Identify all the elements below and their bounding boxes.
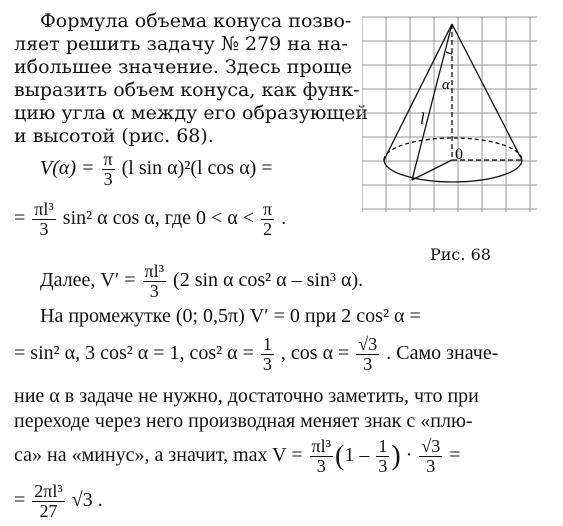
fraction-numerator: √3 [358,334,378,354]
fraction-denominator: 3 [39,219,49,239]
text: = sin² α, 3 cos² α = 1, cos² α = [14,342,254,365]
label-l: l [420,109,425,128]
paragraph-line-3: ибольшее значение. Здесь проще [14,56,352,78]
fraction-numerator: 2πl³ [34,481,63,501]
fraction-denominator: 3 [262,354,272,374]
formula-volume-simplified [14,200,286,239]
fraction-numerator: π [263,199,273,219]
fraction-pi-l3-3 [32,200,56,239]
formula-text: (2 sin α cos² α – sin³ α). [173,269,364,292]
paragraph-line-1: Формула объема конуса позво- [40,10,352,32]
fraction-sqrt3-3 [419,437,442,476]
paragraph2-line-5 [14,437,461,476]
paragraph-line-6: и высотой (рис. 68). [14,125,214,147]
fraction-2pi-l3-27 [32,482,65,521]
text: са» на «минус», а значит, max V = [14,444,303,467]
cone-outline [384,24,522,182]
formula-volume [40,150,273,189]
formula-derivative [40,262,363,301]
fraction-sqrt3-3 [356,335,379,374]
fraction-denominator: 27 [39,501,58,521]
fraction-denominator: 2 [263,219,273,239]
paragraph2-line-4: переходе через него производная меняет знак с «плю- [14,410,473,432]
label-o: 0 [455,146,463,163]
fraction-numerator: 1 [378,436,388,456]
paragraph-line-2: ляет решить задачу № 279 на на- [14,33,348,55]
left-paren: ( [335,440,345,472]
fraction-numerator: π [103,149,113,169]
paragraph2-line-1: На промежутке (0; 0,5π) V′ = 0 при 2 cos² α = [40,305,421,327]
fraction-pi-l3-3 [143,262,167,301]
text: , cos α = [280,342,350,365]
fraction-denominator: 3 [103,169,113,189]
fraction-numerator: πl³ [144,261,165,281]
fraction-denominator: 3 [316,456,326,476]
equals-sign: = [449,444,461,467]
fraction-1-3 [376,437,389,476]
fraction-denominator: 3 [426,456,436,476]
fraction-denominator: 3 [149,281,159,301]
fraction-denominator: 3 [378,456,388,476]
paragraph-line-5: цию угла α между его образующей [14,102,369,124]
grid [362,17,537,212]
period: . [281,207,287,230]
paragraph2-line-6 [14,482,103,521]
text: . Само значе- [386,342,499,365]
equals-sign: = [14,207,26,230]
paragraph2-line-3: ние α в задаче не нужно, достаточно заметить, что при [14,385,479,407]
fraction-numerator: πl³ [311,436,332,456]
formula-derivative-lhs: Далее, V′ = [40,269,136,292]
formula-text: sin² α cos α, где 0 < α < [62,207,255,230]
fraction-pi-l3-3 [310,437,334,476]
fraction-denominator: 3 [363,354,373,374]
paragraph-line-4: выразить объем конуса, как функ- [14,79,360,101]
cone-figure [362,12,552,217]
text: √3 . [71,489,103,512]
fraction-1-3 [261,335,274,374]
fraction-numerator: √3 [421,436,441,456]
fraction-numerator: πl³ [34,199,54,219]
paragraph2-line-2 [14,335,498,374]
fraction-pi-3 [102,150,115,189]
formula-volume-lhs: V(α) = [40,157,95,180]
fraction-numerator: 1 [262,334,272,354]
label-alpha: α [442,77,450,93]
fraction-pi-2 [261,200,274,239]
right-paren: ) [391,440,401,472]
text: 1 – [344,444,370,467]
equals-sign: = [14,489,26,512]
formula-volume-rest: (l sin α)²(l cos α) = [121,157,273,180]
multiply-dot: · [405,444,413,467]
figure-caption: Рис. 68 [430,245,491,264]
